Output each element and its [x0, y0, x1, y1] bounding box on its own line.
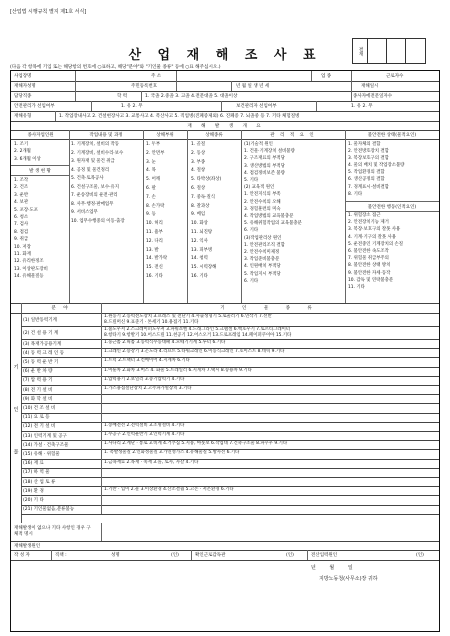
report-recipient: 지방노동청(사무소)장 귀하 [319, 576, 378, 582]
cause-object-header: 기 인 물 종 류 [220, 306, 320, 311]
cause-object-text: 1.트럭 2.트랙터 3.컨베이어 4.지게차 6.기타 [104, 358, 190, 364]
overview-section-title: 재 해 발 생 개 요 [187, 123, 265, 129]
table-row [21, 326, 439, 340]
list-item: 1. 안전관리조직 결함 [244, 242, 285, 248]
safety-manager-label: 안전관리가 선임여부 [14, 104, 55, 109]
list-item: 12. 익사 [191, 238, 208, 244]
list-item: 8. 점검 [14, 229, 29, 235]
cause-field-cell: (16) 재 료 [23, 461, 44, 467]
list-item: 3. 복장보호구의 결함 [348, 156, 389, 162]
list-item: 2. 안전수칙미제정 [244, 250, 280, 256]
birth-age-label: 년 월 일 생 년 세 [236, 84, 270, 89]
list-item: 7. 검사 [14, 222, 29, 228]
industry-label: 업 종 [321, 74, 332, 79]
list-item: 2. 구조재료의 부적당 [244, 156, 285, 162]
cause-field-cell: (20) 기 타 [23, 497, 44, 503]
health-manager-options: 1. 유 2. 무 [351, 104, 373, 109]
signature-row [11, 550, 439, 561]
instruction-text: (다음 각 항목에 기입 또는 해당항의 번호에 ○표하고, 해당"분야"와 "기인물 종류" 등에 ○표 해주십시오.) [10, 65, 221, 70]
cause-object-text: 8.항타기 9.항발기 10.어스드릴 11.천공기 12.어스오거 13.드로프레임 14.페이퍼쿠이아 15.기타 [104, 332, 292, 338]
cell-divider [101, 495, 102, 504]
worker-count-list [14, 141, 68, 163]
list-item: 6. 불안전한 속도조작 [348, 249, 389, 255]
list-item: 5. 유해위험작업의 교육불충분 [244, 221, 302, 227]
list-item: 11. 뇌진탕 [191, 229, 213, 235]
cell-divider [101, 394, 102, 403]
list-item: 2. 안전장치기능 제거 [348, 220, 389, 226]
list-item: 6. 건설구조물, 보수·유지 [71, 184, 119, 190]
list-item: 9. 불안전한 자세·동작 [348, 270, 391, 276]
cell-divider [101, 449, 102, 458]
cell-divider [101, 348, 102, 357]
name-label: 성명 [111, 553, 120, 558]
stamp-divider [386, 39, 387, 63]
list-item: 5. 어깨 [146, 177, 161, 183]
col-header-injury-type: 상해종류 [205, 132, 223, 138]
list-item: 6. 절상 [191, 185, 206, 191]
list-item: 3. 경험훈련의 미숙 [244, 206, 281, 212]
list-item: 9. 베임 [191, 212, 206, 218]
cause-field-cell: (13) 인력기계 및 공구 [23, 433, 67, 439]
cause-field-cell: (5) 동 력 운 반 기 [23, 359, 59, 365]
cause-field-cell: (21) 기인물없음,분류불능 [23, 507, 75, 513]
cause-field-cell: (6) 운 반 차 량 [23, 369, 53, 375]
list-item: 7. 중독·질식 [191, 194, 215, 200]
list-item: 4. 공정 및 물건정리 [71, 167, 110, 173]
col-header-work-process: 작업내용 및 과정 [89, 132, 123, 138]
list-item: 13. 발 [146, 247, 159, 253]
list-item: 4. 물의 배치 및 작업장소불량 [348, 163, 405, 169]
duty-label: 담당직종 [14, 94, 32, 99]
page-title: 산 업 재 해 조 사 표 [128, 48, 322, 63]
list-item: 11. 기타 [348, 285, 365, 291]
report-date: 년 월 일 [311, 565, 359, 571]
cause-field-cell: (4) 동 력 크 레 인 등 [23, 350, 65, 356]
writer-label: 작 성 자 [14, 553, 30, 558]
employment-days-label: 종사자에전문일자수 [353, 94, 393, 99]
cell-divider [101, 326, 102, 339]
cause-object-cell [104, 314, 438, 326]
list-item: 6. 기타 [244, 278, 259, 284]
list-item: 14. 발가락 [146, 256, 168, 262]
resident-id-label: 주민등록번호 [131, 84, 158, 89]
cause-object-text: 1.불도우저 2.스크레이퍼도우져 3.파워쇼벨 4.드래그라인 5.크램셸 6.백호우기 7.토르티그레이터 [104, 327, 291, 332]
list-item: 8. 찰과상 [191, 203, 210, 209]
cell-divider [101, 440, 102, 449]
cause-object-text: 1.가스용접절단장치 2.고주파가열장치 3.기타 [104, 386, 192, 391]
col-header-unsafe-state: 불안전한 상태(물적요인) [367, 132, 417, 138]
workplace-name-label: 사업장명 [14, 74, 32, 79]
accident-type-label: 재해유형 [14, 114, 32, 119]
cause-field-cell: (9) 화 학 설 비 [23, 396, 53, 402]
list-item: 4. 인원배치 부적당 [244, 264, 281, 270]
cause-field-cell: (10) 건 조 설 비 [23, 405, 56, 411]
workplace-address-label: 주 소 [151, 74, 162, 79]
cause-field-cell: (1) 일반동력기계 [23, 317, 57, 323]
unsafe-action-list [348, 212, 438, 291]
cause-object-cell [104, 386, 438, 392]
work-process-list [71, 141, 142, 226]
list-item: 11. 화재 [14, 252, 31, 258]
list-item: 7. 손 [146, 194, 156, 200]
list-item: 10. 화상 [191, 221, 208, 227]
cause-object-cell [104, 349, 438, 355]
list-item: 5. 포장·도포 [14, 207, 38, 213]
cause-field-cell: (2) 건 설 용 기 계 [23, 330, 59, 336]
list-item: 1. 조기 [14, 142, 29, 147]
cause-field-cell: (19) 환 경 [23, 488, 44, 494]
occurrence-status-list [14, 177, 68, 281]
unsafe-action-header: 불안전한 행동(인적요인) [345, 201, 439, 212]
list-item: 1. 기계장치, 설비의 작동 [71, 142, 119, 147]
unsafe-state-list [348, 141, 438, 198]
list-item: 4. 목 [146, 168, 156, 174]
cause-object-text: 8.드릴머신 9.표준기 · 톤세기 10.용접기 11.기타 [104, 319, 199, 325]
list-item: 3. 복장·보호구의 잘못 사용 [348, 227, 401, 233]
list-item: 6. 청소 [14, 215, 29, 221]
table-row [21, 313, 439, 327]
approval-label: 결재 [353, 39, 368, 63]
list-item: 1. 두부 [146, 142, 161, 147]
cause-object-cell [104, 487, 438, 493]
list-item: 10. 허리 [146, 221, 163, 227]
cause-object-cell [104, 340, 438, 346]
list-item: 8. 손가락 [146, 203, 165, 209]
list-item: 3. 운반 [14, 192, 29, 198]
list-item: 5. 건축·토목공사 [71, 176, 104, 181]
list-item: 7. 운송장비의 운전·관리 [71, 193, 118, 198]
cause-field-cell: (12) 전 기 설 비 [23, 424, 56, 430]
data-entry-seal: (인) [416, 553, 424, 558]
cell-divider [101, 339, 102, 348]
safety-manager-options: 1. 유 2. 무 [121, 104, 143, 109]
field-header: 분 야 [51, 306, 71, 311]
list-item: (1)기술적 원인 [244, 142, 273, 147]
list-item: 8. 사무·행정·판매업무 [71, 201, 114, 207]
list-item: 13. 피부병 [191, 247, 213, 253]
cell-divider [101, 431, 102, 440]
cause-object-cell [104, 358, 438, 364]
cause-field-cell: (14) 가설 · 건축구조물 [23, 442, 69, 448]
cause-object-cell [104, 377, 438, 383]
list-item: 2. 2개월 [14, 149, 31, 155]
list-item: 4. 기계·기구의 잘못 사용 [348, 234, 396, 240]
other-cases-label: 재해발생이 없으나 기타 사항인 경우 구체적 명시 [14, 526, 91, 537]
list-item: 5. 작업환경의 결함 [348, 170, 385, 176]
list-item: 10. 저장 [14, 244, 31, 250]
form-frame [10, 70, 440, 632]
other-cases-row [11, 523, 439, 542]
inspector-seal: (인) [286, 553, 294, 558]
cause-object-cell [104, 460, 438, 466]
list-item: 5. 타박상(좌상) [191, 177, 222, 183]
education-label: 학 력 [117, 94, 128, 99]
list-item: 8. 기타 [348, 191, 363, 197]
cause-object-text: 1.송배전선 2.전력설비 3.조명설비 4.기타 [104, 422, 185, 428]
occurrence-status-label: 발 생 현 황 [11, 165, 69, 176]
list-item: 16. 기타 [191, 273, 208, 279]
list-item: 4. 점검정비보존 불량 [244, 170, 285, 176]
cell-divider [101, 505, 102, 514]
table-row [21, 505, 439, 515]
list-item: 1. 물자체의 결함 [348, 142, 381, 147]
list-item: 12. 유리한정조 [14, 259, 44, 265]
list-item: 1. 위험장소 접근 [348, 213, 381, 218]
cause-object-text: 1.원동기 2.동력전도장치 3.프레스 및 전단기 4.사출성형기 5.로울러기 6.연삭기 7.선반 [104, 314, 272, 319]
accident-type-options: 1. 작업장내사고 2. 건설현장사고 3. 교통사고 4. 폭산사고 5. 직업병(진폐증제외) 6. 진폐증 7. 뇌졸중 등 7. 기타 체험질병 [59, 114, 300, 119]
list-item: 3. 6개월 이상 [14, 156, 41, 162]
cause-field-cell: (17) 하 역 물 [23, 470, 50, 476]
management-factor-list [244, 141, 344, 285]
list-item: 3. 부종 [191, 159, 206, 165]
col-header-management: 관 리 적 요 인 [270, 132, 316, 138]
cause-object-text: 1.이륜차 2.화차 3.버스 4. 화물 5.트레일러 6.지게차 7.택시 8.승용차 9.기타 [104, 367, 252, 373]
cause-object-text: 1.압력용기 2.보일러 3.증기압력기 4.기타 [104, 376, 185, 382]
list-item: 14. 청력 [191, 256, 208, 262]
list-item: 5. 운전중인 기계장치의 손질 [348, 241, 404, 247]
cell-divider [101, 403, 102, 412]
list-item: 1. 조작 [14, 178, 29, 183]
list-item: 14. 유해물질등 [14, 274, 44, 280]
cause-field-cell: (18) 산 업 토 류 [23, 479, 56, 485]
victim-name-label: 재해자성명 [14, 84, 36, 89]
form-note: [산업법 시행규칙 별지 제1호 서식] [10, 9, 87, 15]
overview-body-row [11, 139, 439, 304]
list-item: 1. 건물·기계장치 설비불량 [244, 149, 295, 155]
cell-divider [101, 468, 102, 477]
cell-divider [101, 477, 102, 486]
inspector-label: 확인근로감독관 [195, 553, 226, 558]
cell-divider [101, 486, 102, 495]
cell-divider [101, 313, 102, 326]
stamp-divider [405, 39, 406, 63]
approval-stamp-box [352, 38, 426, 64]
list-item: 7. 위험물 취급부주의 [348, 256, 389, 262]
cell-divider [101, 422, 102, 431]
cell-divider [101, 376, 102, 385]
list-item: 11. 흉부 [146, 229, 163, 235]
cause-field-cell: (7) 압 력 용 기 [23, 378, 53, 384]
writer-seal: (인) [171, 553, 179, 558]
cell-divider [101, 459, 102, 468]
cell-divider [101, 385, 102, 394]
cell-divider [101, 367, 102, 376]
list-item: 8. 불안전한 상태 방치 [348, 263, 391, 269]
list-item: 6. 기타 [244, 228, 259, 234]
list-item: 1. 안전지식의 부족 [244, 192, 281, 198]
list-item: 16. 기타 [146, 273, 163, 279]
cause-object-side-label: 기 인 물 [11, 313, 22, 523]
list-item: 4. 작업방법의 교육불충분 [244, 214, 294, 220]
list-item: 2. 안면부 [146, 150, 165, 156]
list-item: 13. 이상판도장비 [14, 266, 48, 272]
col-header-workers: 종사자업인원 [27, 132, 54, 138]
cause-object-text: 1.금속재료 2.목재 · 죽재 3.돌, 토사, 자갈 4.기타 [104, 459, 199, 465]
cause-object-cell [104, 368, 438, 374]
list-item: 9. 취급 [14, 237, 29, 243]
cause-object-cell [104, 327, 438, 339]
list-item: 15. 전신 [146, 265, 163, 271]
cause-object-cell [104, 423, 438, 429]
list-item: 6. 생산공정의 결함 [348, 177, 385, 183]
cause-field-cell: (15) 유해 · 위험물 [23, 451, 60, 457]
list-item: (3)작업관리상 원인 [244, 235, 282, 241]
list-item: 10. 감독 및 연락불충분 [348, 277, 394, 283]
list-item: 7. 경계표시·설비결함 [348, 184, 389, 190]
list-item: 10. 업무수행중의 이동·출장 [71, 218, 125, 224]
cause-object-text: 1.사다리 2.계단 · 통로 3.비계 4.거푸집 5.지붕, 마룻보 6.작업대 7.건축구조물 8.파쿠우 9.기타 [104, 441, 288, 447]
list-item: 4. 보관 [14, 200, 29, 206]
col-header-injury-part: 상해부위 [156, 132, 174, 138]
data-entry-label: 전산입력원인 [311, 553, 338, 558]
cause-field-cell: (3) 목재가공용기계 [23, 341, 62, 347]
list-item: 9. 등 [146, 212, 156, 218]
list-item: 3. 원자재 및 물건 취급 [71, 159, 115, 164]
cause-object-text: 1.크레인 2.승강기 3.곤도라 4.리프트 5.타워크레인 6.이동식크레인 7.호이스트 8.데릭 9.기타 [104, 349, 285, 355]
list-item: 9. 서비스업무 [71, 210, 98, 215]
worker-count-label: 근로자수 [386, 74, 404, 79]
list-item: 5. 작업지시 부적당 [244, 271, 281, 277]
list-item: 4. 절창 [191, 168, 206, 174]
list-item: 6. 팔 [146, 185, 156, 191]
education-options: 1. 국졸 2.중졸 3. 고졸 4.전문대졸 5. 대졸이상 [145, 94, 238, 99]
cause-object-text: 1.기반 · 입이 2.물 3.이상환경 4.산소결핍 5.고온 · 저온환경 6.기타 [104, 487, 234, 493]
cause-object-text: 1.둥근톱 2.띠톱 3.동력식수동대패 4.모떼기기계 5.루터 6.기타 [104, 340, 226, 345]
cell-divider [101, 357, 102, 366]
list-item: 1. 골절 [191, 142, 206, 147]
cause-field-cell: (8) 전 기 설 비 [23, 387, 53, 393]
cause-object-cell [104, 432, 438, 438]
position-label: 직책 : [55, 553, 67, 558]
injury-part-list [146, 141, 186, 282]
list-item: 5. 기타 [244, 178, 259, 184]
accident-date-label: 재해일시 [361, 84, 379, 89]
list-item: 2. 안전방호장치 결함 [348, 149, 389, 155]
health-manager-label: 보건관리자 선임여부 [236, 104, 277, 109]
cause-field-cell: (11) 요 로 등 [23, 415, 50, 421]
list-item: 3. 눈 [146, 159, 156, 165]
list-item: 2. 기계장비, 설비수리·보수 [71, 150, 124, 156]
cause-object-text: 1. 폭발성물질 2.인화성물질 3.가연성가스 4.유해물질 5.방사선 6.기타 [104, 450, 240, 456]
cause-description-label: 재해발생원인 [14, 543, 41, 549]
list-item: 2. 안전수칙의 오해 [244, 199, 281, 205]
list-item: 3. 생산방법의 부적당 [244, 163, 285, 169]
list-item: 2. 동상 [191, 150, 206, 156]
list-item: 12. 다리 [146, 238, 163, 244]
list-item: 2. 건조 [14, 185, 29, 191]
cell-divider [101, 413, 102, 422]
injury-type-list [191, 141, 240, 282]
cause-object-cell [104, 450, 438, 456]
cause-object-cell [104, 441, 438, 447]
list-item: 15. 시력장해 [191, 265, 217, 271]
list-item: 3. 작업준비불충분 [244, 257, 280, 263]
list-item: (2) 교육적 원인 [244, 185, 275, 191]
cause-object-text: 1.수공구 2.인력운반기 3.인력기계 4.기타 [104, 432, 185, 437]
